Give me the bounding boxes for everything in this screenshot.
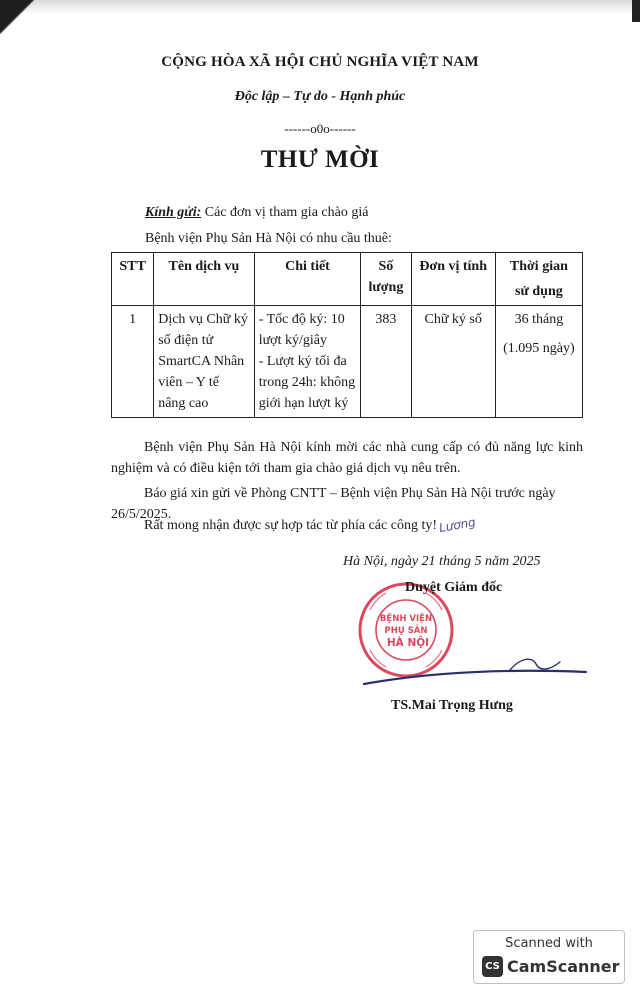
header-unit: Đơn vị tính [411,253,495,306]
header-usage-time-1: Thời gian [509,259,568,274]
signature-stroke [360,640,590,700]
watermark-top-text: Scanned with [505,936,593,951]
header-quantity-1: Số [378,259,394,274]
motto-heading: Độc lập – Tự do - Hạnh phúc [234,89,406,104]
quote-deadline-paragraph: Báo giá xin gửi về Phòng CNTT – Bệnh viện Phụ Sản Hà Nội trước ngày 26/5/2025. [111,486,556,522]
invitation-paragraph: Bệnh viện Phụ Sản Hà Nội kính mời các nhà cung cấp có đủ năng lực kinh nghiệm và có điều kiện tới tham gia chào giá dịch vụ nêu trên. [111,440,583,476]
header-service: Tên dịch vụ [154,253,254,306]
document-title: THƯ MỜI [260,146,380,173]
camscanner-logo-icon: CS [482,956,503,977]
header-stt: STT [112,253,154,306]
watermark-brand: CamScanner [507,957,620,976]
header-detail: Chi tiết [254,253,361,306]
table-header-row [112,253,583,306]
scan-corner-shadow [0,0,34,34]
header-usage-time-2: sử dụng [515,284,563,299]
header-quantity-2: lượng [368,280,404,295]
cell-usage-time-2: (1.095 ngày) [503,341,575,356]
cell-stt: 1 [112,306,154,418]
nation-heading: CỘNG HÒA XÃ HỘI CHỦ NGHĨA VIỆT NAM [161,54,479,70]
addressee-text: Các đơn vị tham gia chào giá [201,205,369,220]
cell-detail [254,306,361,418]
cell-detail-1: - Tốc độ ký: 10 lượt ký/giây [258,312,345,348]
seal-line-3: HÀ NỘI [386,637,430,649]
table-row [112,306,583,418]
signer-name: TS.Mai Trọng Hưng [391,698,513,713]
header-separator: ------o0o------ [284,121,356,136]
closing-text: Rất mong nhận được sự hợp tác từ phía các công ty! [144,518,437,533]
cell-detail-2: - Lượt ký tối đa trong 24h: không giới hạn lượt ký [258,354,356,411]
seal-line-1: BỆNH VIỆN [379,614,433,624]
addressee-label: Kính gửi: [145,205,202,220]
cell-unit: Chữ ký số [411,306,495,418]
scan-edge [0,0,640,14]
handwritten-initial: Lương [437,514,477,536]
cell-usage-time [495,306,582,418]
approval-label: Duyệt Giám đốc [405,580,503,595]
cell-service: Dịch vụ Chữ ký số điện tử SmartCA Nhân viên – Y tế nâng cao [154,306,254,418]
closing-paragraph [144,515,584,536]
camscanner-watermark [473,930,625,984]
service-table [111,252,583,418]
header-usage-time [495,253,582,306]
intro-line: Bệnh viện Phụ Sản Hà Nội có nhu cầu thuê: [145,231,392,246]
cell-usage-time-1: 36 tháng [514,312,564,327]
addressee-line [145,205,368,221]
seal-line-2: PHỤ SẢN [384,626,428,636]
cell-quantity: 383 [361,306,411,418]
date-line: Hà Nội, ngày 21 tháng 5 năm 2025 [343,554,541,569]
scan-edge-mark [632,0,640,22]
header-quantity [361,253,411,306]
